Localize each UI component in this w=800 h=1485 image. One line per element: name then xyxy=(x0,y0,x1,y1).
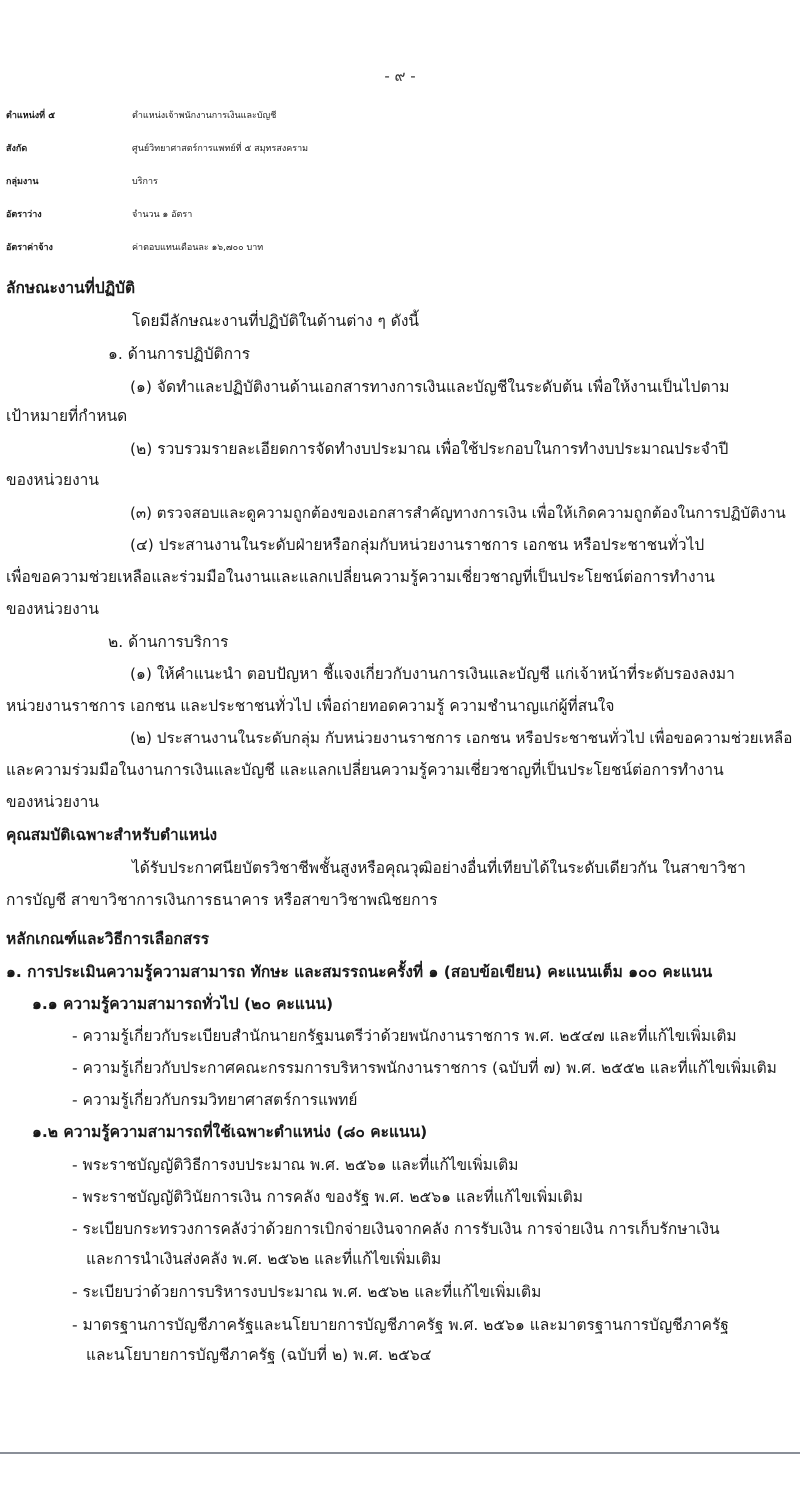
qualifications-text: ได้รับประกาศนียบัตรวิชาชีพชั้นสูงหรือคุณวุฒิอย่างอื่นที่เทียบได้ในระดับเดียวกัน ในสาขาวิชา xyxy=(132,859,746,877)
criteria-item: - พระราชบัญญัติวินัยการเงิน การคลัง ของรัฐ พ.ศ. ๒๕๖๑ และที่แก้ไขเพิ่มเติม xyxy=(72,1188,583,1206)
duty-item-cont: ของหน่วยงาน xyxy=(6,793,99,811)
duty-item: (๔) ประสานงานในระดับฝ่ายหรือกลุ่มกับหน่วยงานราชการ เอกชน หรือประชาชนทั่วไป xyxy=(130,536,705,554)
criteria-item: - ระเบียบกระทรวงการคลังว่าด้วยการเบิกจ่ายเงินจากคลัง การรับเงิน การจ่ายเงิน การเก็บรักษาเงิน xyxy=(72,1220,720,1238)
duties-intro: โดยมีลักษณะงานที่ปฏิบัติในด้านต่าง ๆ ดังนี้ xyxy=(132,312,420,330)
field-value: ตำแหน่งเจ้าพนักงานการเงินและบัญชี xyxy=(132,111,277,121)
selection-heading: หลักเกณฑ์และวิธีการเลือกสรร xyxy=(6,930,210,948)
field-label: ตำแหน่งที่ ๕ xyxy=(6,111,56,121)
page-number: - ๙ - xyxy=(384,67,416,85)
section2-title: ๒. ด้านการบริการ xyxy=(108,633,229,651)
duty-item: (๓) ตรวจสอบและดูความถูกต้องของเอกสารสำคัญทางการเงิน เพื่อให้เกิดความถูกต้องในการปฏิบัติงาน xyxy=(130,504,786,522)
qualifications-text-cont: การบัญชี สาขาวิชาการเงินการธนาคาร หรือสาขาวิชาพณิชยการ xyxy=(6,891,438,909)
duty-item: (๒) ประสานงานในระดับกลุ่ม กับหน่วยงานราชการ เอกชน หรือประชาชนทั่วไป เพื่อขอความช่วยเหลือ xyxy=(130,729,793,747)
selection-sub-heading: ๑.๒ ความรู้ความสามารถที่ใช้เฉพาะตำแหน่ง (๘๐ คะแนน) xyxy=(32,1123,428,1141)
field-value: ศูนย์วิทยาศาสตร์การแพทย์ที่ ๕ สมุทรสงคราม xyxy=(132,144,309,154)
criteria-item: - พระราชบัญญัติวิธีการงบประมาณ พ.ศ. ๒๕๖๑ และที่แก้ไขเพิ่มเติม xyxy=(72,1156,519,1174)
criteria-item: - ความรู้เกี่ยวกับประกาศคณะกรรมการบริหารพนักงานราชการ (ฉบับที่ ๗) พ.ศ. ๒๕๕๒ และที่แก้ไขเพิ่มเติม xyxy=(72,1059,777,1077)
duty-item: (๒) รวบรวมรายละเอียดการจัดทำงบประมาณ เพื่อใช้ประกอบในการทำงบประมาณประจำปี xyxy=(130,440,729,458)
criteria-item: - ความรู้เกี่ยวกับกรมวิทยาศาสตร์การแพทย์ xyxy=(72,1091,358,1109)
selection-sub-heading: ๑.๑ ความรู้ความสามารถทั่วไป (๒๐ คะแนน) xyxy=(32,995,334,1013)
selection-part1: ๑. การประเมินความรู้ความสามารถ ทักษะ และสมรรถนะครั้งที่ ๑ (สอบข้อเขียน) คะแนนเต็ม ๑๐๐ คะแนน xyxy=(6,963,713,981)
field-label: อัตราค่าจ้าง xyxy=(6,243,53,253)
criteria-item-cont: และนโยบายการบัญชีภาครัฐ (ฉบับที่ ๒) พ.ศ. ๒๕๖๔ xyxy=(86,1346,432,1364)
duty-item-cont: ของหน่วยงาน xyxy=(6,471,99,489)
section1-title: ๑. ด้านการปฏิบัติการ xyxy=(108,345,251,363)
field-label: สังกัด xyxy=(6,144,28,154)
duties-heading: ลักษณะงานที่ปฏิบัติ xyxy=(6,279,136,297)
field-label: กลุ่มงาน xyxy=(6,177,39,187)
duty-item-cont: ของหน่วยงาน xyxy=(6,600,99,618)
duty-item-cont: หน่วยงานราชการ เอกชน และประชาชนทั่วไป เพื่อถ่ายทอดความรู้ ความชำนาญแก่ผู้ที่สนใจ xyxy=(6,697,615,715)
field-value: จำนวน ๑ อัตรา xyxy=(132,210,193,220)
qualifications-heading: คุณสมบัติเฉพาะสำหรับตำแหน่ง xyxy=(6,826,218,844)
duty-item: (๑) ให้คำแนะนำ ตอบปัญหา ชี้แจงเกี่ยวกับงานการเงินและบัญชี แก่เจ้าหน้าที่ระดับรองลงมา xyxy=(130,665,735,683)
field-value: บริการ xyxy=(132,177,158,187)
duty-item-cont: เพื่อขอความช่วยเหลือและร่วมมือในงานและแลกเปลี่ยนความรู้ความเชี่ยวชาญที่เป็นประโยชน์ต่อการทำงาน xyxy=(6,568,715,586)
criteria-item-cont: และการนำเงินส่งคลัง พ.ศ. ๒๕๖๒ และที่แก้ไขเพิ่มเติม xyxy=(86,1250,442,1268)
criteria-item: - มาตรฐานการบัญชีภาครัฐและนโยบายการบัญชีภาครัฐ พ.ศ. ๒๕๖๑ และมาตรฐานการบัญชีภาครัฐ xyxy=(72,1316,729,1334)
duty-item: (๑) จัดทำและปฏิบัติงานด้านเอกสารทางการเงินและบัญชีในระดับต้น เพื่อให้งานเป็นไปตาม xyxy=(130,378,730,396)
duty-item-cont: และความร่วมมือในงานการเงินและบัญชี และแลกเปลี่ยนความรู้ความเชี่ยวชาญที่เป็นประโยชน์ต่อการทำงาน xyxy=(6,761,724,779)
bottom-divider xyxy=(0,1452,800,1454)
duty-item-cont: เป้าหมายที่กำหนด xyxy=(6,407,128,425)
field-label: อัตราว่าง xyxy=(6,210,42,220)
field-value: ค่าตอบแทนเดือนละ ๑๖,๗๐๐ บาท xyxy=(132,243,264,253)
criteria-item: - ระเบียบว่าด้วยการบริหารงบประมาณ พ.ศ. ๒๕๖๒ และที่แก้ไขเพิ่มเติม xyxy=(72,1283,542,1301)
criteria-item: - ความรู้เกี่ยวกับระเบียบสำนักนายกรัฐมนตรีว่าด้วยพนักงานราชการ พ.ศ. ๒๕๔๗ และที่แก้ไขเพิ่มเติม xyxy=(72,1027,737,1045)
